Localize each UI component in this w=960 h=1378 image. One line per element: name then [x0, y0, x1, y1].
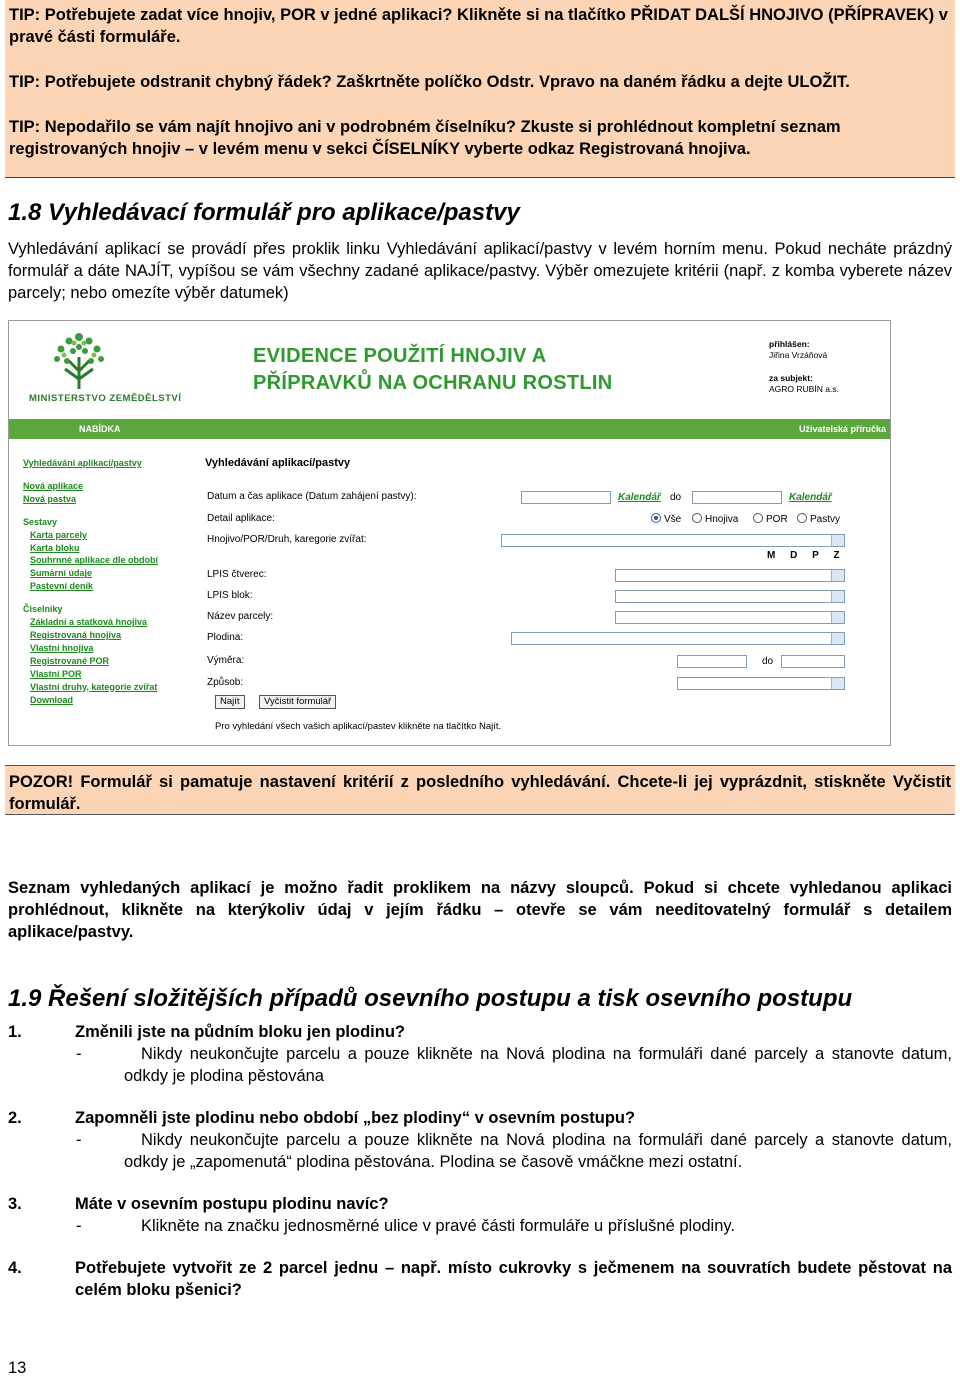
parcel-name-label: Název parcely: [207, 611, 274, 622]
row-plodina [205, 630, 845, 646]
section-heading-1-8: 1.8 Vyhledávací formulář pro aplikace/pastvy [8, 199, 520, 226]
radio-fertilizers-label: Hnojiva [705, 514, 739, 525]
item-answer: Nikdy neukončujte parcelu a pouze klikněte na Nová plodina na formuláři dané parcely a stanovte datum, odkdy je plodina pěstována [124, 1045, 952, 1085]
clear-form-button[interactable]: Vyčistit formulář [259, 695, 336, 709]
calendar-link-to[interactable]: Kalendář [789, 492, 832, 503]
item-number: 4. [8, 1259, 22, 1277]
page-number: 13 [8, 1359, 27, 1377]
tip-2: TIP: Potřebujete odstranit chybný řádek? Zaškrtněte políčko Odstr. Vpravo na daném řádku a dejte ULOŽIT. [9, 73, 850, 91]
plodina-label: Plodina: [207, 632, 244, 643]
mdpz-indicators: M D P Z [767, 550, 846, 561]
sidebar-item-vlastni-hnojiva[interactable]: Vlastní hnojiva [30, 642, 94, 653]
radio-pasture[interactable] [797, 513, 840, 525]
item-question: Potřebujete vytvořit ze 2 parcel jednu – např. místo cukrovky s ječmenem na souvratích budete pěstovat na celém bloku pšenici? [75, 1259, 952, 1299]
item-dash: - [76, 1217, 82, 1235]
row-parcel [205, 609, 845, 625]
tip-box [5, 0, 955, 178]
sidebar-item-karta-parcely[interactable]: Karta parcely [30, 529, 88, 540]
sidebar-item-new-application[interactable]: Nová aplikace [23, 480, 84, 491]
radio-pasture-label: Pastvy [810, 514, 841, 525]
app-header [9, 321, 890, 419]
app-screenshot [8, 320, 891, 746]
nav-bar [9, 419, 890, 439]
sidebar-item-karta-bloku[interactable]: Karta bloku [30, 542, 80, 553]
item-number: 3. [8, 1195, 22, 1213]
item-answer: Nikdy neukončujte parcelu a pouze klikněte na Nová plodina na formuláři dané parcely a stanovte datum, odkdy je „zapomenutá“ plodina pěstována. Plodina se časově vmáčkne mezi ostatní. [124, 1131, 952, 1171]
sidebar-item-souhrnne-aplikace[interactable]: Souhrnné aplikace dle období [30, 555, 159, 566]
item-dash: - [76, 1131, 82, 1149]
nav-menu-label: NABÍDKA [79, 424, 121, 434]
item-question: Zapomněli jste plodinu nebo období „bez plodiny“ v osevním postupu? [75, 1109, 636, 1127]
zpusob-select[interactable] [677, 677, 845, 690]
tip-1: TIP: Potřebujete zadat více hnojiv, POR v jedné aplikaci? Klikněte si na tlačítko PŘIDAT DALŠÍ HNOJIVO (PŘÍPRAVEK) v pravé části formuláře. [9, 6, 948, 46]
row-zpusob [205, 675, 845, 691]
app-title-line2: PŘÍPRAVKŮ NA OCHRANU ROSTLIN [253, 372, 613, 394]
row-lpis-blok [205, 588, 845, 604]
item-number: 2. [8, 1109, 22, 1127]
vymera-from-input[interactable] [677, 655, 747, 668]
lpis-blok-select[interactable] [615, 590, 845, 603]
lpis-blok-label: LPIS blok: [207, 590, 253, 601]
list-info-paragraph: Seznam vyhledaných aplikací je možno řadit proklikem na názvy sloupců. Pokud si chcete vyhledanou aplikaci prohlédnout, klikněte na kterýkoliv údaj v jejím řádku – otevře se vám needitovatelný formulář s detailem aplikace/pastvy. [8, 879, 952, 941]
app-title [253, 343, 613, 397]
user-guide-link[interactable]: Uživatelská příručka [798, 424, 886, 434]
row-vymera [205, 653, 845, 669]
radio-all-label: Vše [664, 514, 682, 525]
find-button[interactable]: Najít [215, 695, 245, 709]
radio-fertilizers[interactable] [692, 513, 738, 525]
detail-label: Detail aplikace: [207, 513, 275, 524]
item-question: Máte v osevním postupu plodinu navíc? [75, 1195, 389, 1213]
sidebar-item-registrovana-hnojiva[interactable]: Registrovaná hnojiva [30, 629, 122, 640]
row-lpis-ctverec [205, 567, 845, 583]
tree-logo-icon [39, 327, 119, 397]
sidebar-item-vlastni-por[interactable]: Vlastní POR [30, 668, 82, 679]
logged-label: přihlášen: [769, 339, 810, 349]
calendar-link-from[interactable]: Kalendář [618, 492, 661, 503]
vymera-label: Výměra: [207, 655, 245, 666]
zpusob-label: Způsob: [207, 677, 244, 688]
row-detail [205, 511, 845, 527]
section-heading-1-9: 1.9 Řešení složitějších případů osevního postupu a tisk osevního postupu [8, 985, 853, 1012]
form-hint: Pro vyhledání všech vašich aplikací/pastev klikněte na tlačítko Najít. [215, 721, 502, 732]
date-from-input[interactable] [521, 491, 611, 504]
warning-box: POZOR! Formulář si pamatuje nastavení kritérií z posledního vyhledávání. Chcete-li jej vyprázdnit, stiskněte Vyčistit formulář. [5, 765, 955, 815]
section-intro: Vyhledávání aplikací se provádí přes proklik linku Vyhledávání aplikací/pastvy v levém horním menu. Pokud necháte prázdný formulář a dáte NAJÍT, vypíšou se vám všechny zadané aplikace/pastvy. Výběr omezujete kritérii (např. z komba vyberete název parcely; nebo omezíte výběr datumek) [8, 240, 952, 302]
lpis-ctverec-label: LPIS čtverec: [207, 569, 267, 580]
item-answer: Klikněte na značku jednosměrné ulice v pravé části formuláře u příslušné plodiny. [141, 1217, 735, 1235]
sidebar-item-search[interactable]: Vyhledávání aplikací/pastvy [23, 458, 142, 468]
ministry-label: MINISTERSTVO ZEMĚDĚLSTVÍ [29, 393, 182, 404]
row-date [205, 489, 845, 505]
sidebar-section-ciselniky: Číselníky [23, 604, 63, 615]
sidebar-menu [23, 457, 193, 706]
tip-3: TIP: Nepodařilo se vám najít hnojivo ani v podrobném číselníku? Zkuste si prohlédnout kompletní seznam registrovaných hnojiv – v levém menu v sekci ČÍSELNÍKY vyberte odkaz Registrovaná hnojiva. [9, 118, 841, 158]
form-title: Vyhledávání aplikací/pastvy [205, 457, 351, 469]
parcel-name-select[interactable] [615, 611, 845, 624]
radio-por-label: POR [766, 514, 788, 525]
logged-user: Jiřina Vrzáňová [769, 350, 828, 360]
item-number: 1. [8, 1023, 22, 1041]
radio-por[interactable] [753, 513, 788, 525]
item-label: Hnojivo/POR/Druh, karegorie zvířat: [207, 534, 367, 545]
subject-name: AGRO RUBÍN a.s. [769, 384, 839, 394]
sidebar-item-pastevni-denik[interactable]: Pastevní deník [30, 581, 94, 592]
sidebar-item-vlastni-druhy[interactable]: Vlastní druhy, kategorie zvířat [30, 681, 158, 692]
item-question: Změnili jste na půdním bloku jen plodinu? [75, 1023, 405, 1041]
sidebar-item-download[interactable]: Download [30, 694, 73, 705]
app-title-line1: EVIDENCE POUŽITÍ HNOJIV A [253, 345, 547, 367]
sidebar-item-sumarni-udaje[interactable]: Sumární údaje [30, 568, 93, 579]
date-to-label: do [670, 492, 682, 503]
item-select[interactable] [501, 534, 845, 547]
plodina-select[interactable] [511, 632, 845, 645]
row-item [205, 532, 845, 548]
sidebar-item-registrovane-por[interactable]: Registrované POR [30, 655, 110, 666]
subject-label: za subjekt: [769, 373, 813, 383]
date-to-input[interactable] [692, 491, 782, 504]
vymera-to-input[interactable] [781, 655, 845, 668]
lpis-ctverec-select[interactable] [615, 569, 845, 582]
sidebar-item-zakladni-hnojiva[interactable]: Základní a statková hnojiva [30, 617, 148, 628]
user-info [769, 339, 839, 395]
item-dash: - [76, 1045, 82, 1063]
date-label: Datum a čas aplikace (Datum zahájení pastvy): [207, 491, 417, 502]
sidebar-section-sestavy: Sestavy [23, 516, 58, 527]
vymera-to-label: do [762, 656, 774, 667]
radio-all[interactable] [651, 513, 681, 525]
sidebar-item-new-pasture[interactable]: Nová pastva [23, 493, 77, 504]
